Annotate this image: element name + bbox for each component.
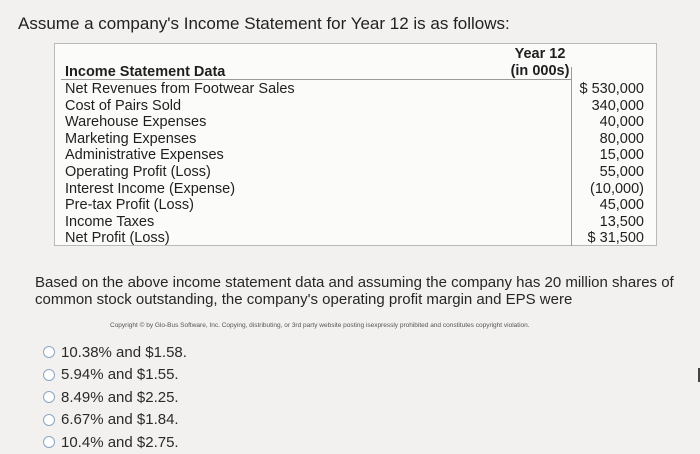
- row-label: Marketing Expenses: [65, 130, 197, 147]
- radio-button[interactable]: [43, 391, 55, 403]
- row-value: $ 530,000: [579, 81, 644, 97]
- row-label: Income Taxes: [65, 213, 155, 230]
- row-label: Administrative Expenses: [65, 147, 224, 164]
- row-label: Warehouse Expenses: [65, 114, 207, 131]
- row-label: Cost of Pairs Sold: [65, 97, 182, 114]
- radio-button[interactable]: [43, 346, 55, 358]
- row-value: 45,000: [599, 197, 644, 214]
- row-label: Net Revenues from Footwear Sales: [65, 81, 295, 97]
- question-intro: Assume a company's Income Statement for Year 12 is as follows:: [18, 14, 510, 33]
- row-label: Net Profit (Loss): [65, 230, 170, 247]
- answer-option-label: 6.67% and $1.84.: [61, 411, 179, 429]
- answer-option-4[interactable]: [43, 409, 187, 432]
- answer-option-label: 10.38% and $1.58.: [61, 343, 187, 361]
- answer-option-label: 10.4% and $2.75.: [61, 433, 179, 451]
- question-text: Based on the above income statement data and assuming the company has 20 million shares of common stock outstanding, the company's operating profit margin and EPS were: [35, 274, 674, 308]
- answer-option-5[interactable]: [43, 431, 187, 454]
- answer-option-label: 5.94% and $1.55.: [61, 366, 179, 384]
- row-value: 13,500: [599, 213, 644, 230]
- row-value: 80,000: [599, 130, 644, 147]
- answer-option-3[interactable]: [43, 386, 187, 409]
- column-header: [510, 46, 570, 80]
- row-value: 55,000: [599, 163, 644, 180]
- row-label: Interest Income (Expense): [65, 180, 236, 197]
- row-value: 40,000: [599, 114, 644, 131]
- radio-button[interactable]: [43, 436, 55, 448]
- answer-option-label: 8.49% and $2.25.: [61, 388, 179, 406]
- copyright-notice: Copyright © by Glo-Bus Software, Inc. Copying, distributing, or 3rd party website posting isexpressly prohibited and constitutes copyright violation.: [110, 322, 530, 329]
- column-header-units: (in 000s): [510, 63, 570, 79]
- radio-button[interactable]: [43, 414, 55, 426]
- radio-button[interactable]: [43, 369, 55, 381]
- row-labels: [65, 64, 505, 247]
- answer-option-2[interactable]: [43, 364, 187, 387]
- column-header-year: Year 12: [514, 46, 566, 62]
- row-label: Operating Profit (Loss): [65, 163, 211, 180]
- answer-options: [43, 341, 187, 454]
- table-header-label: Income Statement Data: [65, 64, 226, 80]
- row-value: $ 31,500: [587, 230, 644, 247]
- row-values: [544, 81, 644, 247]
- row-value: 340,000: [591, 97, 644, 114]
- income-statement-table: [54, 43, 657, 246]
- row-value: 15,000: [599, 147, 644, 164]
- answer-option-1[interactable]: [43, 341, 187, 364]
- row-label: Pre-tax Profit (Loss): [65, 197, 194, 214]
- row-value: (10,000): [589, 180, 644, 197]
